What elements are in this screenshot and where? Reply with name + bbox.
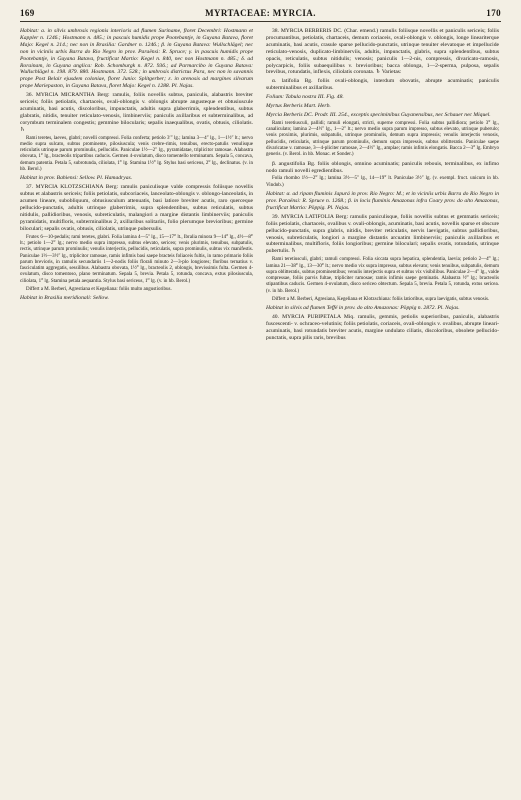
page-header xyxy=(20,8,501,22)
text-paragraph: Habitat in prov. Bahiensi: Sellow. Pl. Hamadryas. xyxy=(20,175,133,182)
text-paragraph: Myrtus Berberis Mart. Herb. xyxy=(266,103,331,110)
text-paragraph: 40. MYRCIA PUBIPETALA Miq. ramulis, gemmis, petiolis superioribus, paniculis, alabastris fuscescenti- v. ochraceo-velutinis; foliis petiolatis, coriaceis, ovali-oblongis v. ovalibus, abrupte lineari-acuminatis, basi rotundatis breviter acutis, margine undulato ciliatis, discoloribus, obsolete pellucido-punctatis, supra pilis raris, brevibus xyxy=(266,314,499,341)
right-page-number: 170 xyxy=(486,8,501,18)
text-paragraph: Differt a M. Berberi, Agrestiana et Kegeliana: foliis multo angustioribus. xyxy=(26,287,172,292)
text-paragraph: Rami teretes, laeves, glabri; novelli compressi. Folia conferta; petiolo 3′″ lg.; lamina 3—4″ lg., 1—1½″ lt.; nervo medio supra sulcato, subtus prominente, pilosiuscula; venis crebre-rimis, tenuibus, erecto-patulis venulisque reticulatis utrinque parum prominulis, pellucidis. Paniculae 1½—2″ lg., pyramidatae, triplicitor ramosae. Alabastra obovata, 1‴ lg., bracteolis tripartibus caducis. Germen 4-ovulatum, disco tomentello terminatum. Sepala 5, concava, demum patentia. Petala 5, subrotunda, ciliolata, 1‴ lg. Stamina 1½‴ lg. Stylus basi sericeus, 2‴ lg., declinatus. (v. in hb. Berol.) xyxy=(20,135,253,173)
text-paragraph: Habitat in silvis ad flumen Teffé in prov. do alto Amazonas: Pöppig n. 2872. Pl. Najas. xyxy=(266,305,460,312)
running-title: MYRTACEAE: MYRCIA. xyxy=(205,8,316,18)
text-paragraph: β. angustifolia Bg. foliis oblongis, omnino acuminatis; paniculis rebouis, terminalibus, ex infimo nodo ramuli novelli egredientibus. xyxy=(266,160,499,174)
text-paragraph: Folia rhombo 1½—2‴ lg.; lamina 3½—5″ lg., 14—19‴ lt. Paniculae 3½″ lg. (v. exempl. fruct. unicum in hb. Vindob.) xyxy=(266,176,499,188)
text-paragraph: 37. MYRCIA KLOTZSCHIANA Berg: ramulis paniculisque valde compressis foliisque novellis subtus et alabastris sericeis; foliis petiolatis, subcoriaceis, lanceolato-oblongis v. oblongo-lanceolatis, in acumen lineare, subobliquum, obtusiusculum attenuatis, basi latiore breviter acutis, raro querceque pellucido-punctatis, adultis utrinque glaberrimis, supra splendentibus, subtus reticulatis, subtus nitidulis, pallidioribus, venosis, subreticulatis, malangiori a margine distantis limbinerviis; paniculis pyramidatis, multifloris, subterminalibus 2, axillaribus solitariis, folio plerumque brevioribus; germine biloculari; sepalis ovatis, obtusis, ciliolatis, utrinque pubersulis. xyxy=(20,184,253,232)
text-paragraph: α. latifolia Bg. foliis ovali-oblongis, interdum obovatis, abrupte acuminatis; paniculis subterminalibus et axillaribus. xyxy=(266,78,499,92)
left-text-column xyxy=(20,28,253,792)
header-rule xyxy=(20,21,501,22)
right-text-column xyxy=(266,28,499,792)
left-page-number: 169 xyxy=(20,8,35,18)
text-paragraph: Habitat: a. in silvis umbrosis regionis interioris ad flumen Suriname, floret Decembri: Hostmann et Kappler n. 1246.; Hostmann n. 485.; in pascuis humidis prope Pootebantje, in Guyana Batava, floret Majo: Kegel n. 214.; nec non in Brasilia: Gardner n. 1246.; β. in Guyana Batava: Wullschlägel; nec non in viciniis urbis Barra do Rio Negro in prov. Paraënsi: R. Spruce; γ. in pascuis humidis prope Pootebantje, in Guyana Batava, fructificat Martio: Kegel n. 840, nec non Hostmann n. 485.; δ. ad Rorainam, in Guyana anglica: Rob. Schomburgk n. 872. 936.; ad Parmarcibo in Guyana Batava: Wullschlägel n. 198. 879. 880. Hostmann. 372. 528.; in umbrosis districtus Para, nec non in savannis prope Post Belair ejusdem coloniae, floret Junio: Splitgerber; ε. in arenosis ad margines silvarum prope Mariepaston, in Guyana Batava, floret Majo: Kegel n. 1288. Pl. Najas. xyxy=(20,28,253,90)
text-paragraph: Folium: Tabula nostra III. Fig. 48. xyxy=(266,94,344,101)
text-paragraph: Habitat: α. ad ripam fluminis Japurá in prov. Rio Negro: M.; et in viciniis urbis Barra do Rio Negro in prov. Paraënsi: R. Spruce n. 1268.; β. in locis fluminis Amazonas infra Coary prov. do alto Amazonas, fructificat Martio: Pöppig. Pl. Najas. xyxy=(266,191,499,211)
text-paragraph: Frutex 6—10-pedalis; rami teretes, glabri. Folia lamina 4—5″ lg., 15—17‴ lt., Ibralia minora 9—14‴ lg., 4½—8‴ lt.; petiolo 1—2‴ lg.; nervo medio supra impresso, subtus elevato, sericeo; venis plurimis, tenuibus, subpatulis, rectis, utrinque parum prominulis; venulis interjectis, pellucidis, reticulatis, supra prominulis, subtus vix manifestis. Paniculae 1½—3½″ lg., triplicitor ramosae, ramis infimis basi saepe bracteis foliaceis fultis, in ramo primario foliis parum brevioris, in ramulis secundariis 1—2-nodis foliis florali minuto 2—3-plo longiores; floribus ternatius v. fasciculatim aggregatis, sessilibus. Alabastra obovata, 1½‴ lg., bracteolis 2, oblongis, brevissimis fulta. Germen 4-ovulatum, disco tomentoso, plano terminatum. Sepala 5, brevia. Petala 5, rotunda, concava, extus pilosiuscula, ciliolata, 1‴ lg. Stamina petala aequantia. Stylus basi sericeus, 1‴ lg. (v. in hb. Berol.) xyxy=(20,234,253,284)
text-paragraph: Rami teretiusculi, glabri; ramuli compressi. Folia siccata supra hepatica, splendentia, laevia; petiolo 2—4‴ lg.; lamina 21—38‴ lg., 13—30‴ lt.; nervo medio vix supra impresso, subtus elevato; venis tenuibus, subpatulis, demum supra oblitteratis, subtus prominentibus; venulis interjectis supra et subtus vix visibilibus. Paniculae 2—4″ lg., valde compressae, foliis parvis fultae, tripliciter ramosae; ramis infimis saepe geminatis. Alabastra ½‴ lg.; bracteolis stipantibus caducis. Germen 4-ovulatum, disco sericeo obtectum. Sepala 5, brevia. Petala 5, rotunda, extus sericea. (v. in hb. Berol.) xyxy=(266,257,499,294)
text-paragraph: 38. MYRCIA BERBERIS DC. (Char. emend.) ramulis foliisque novellis et paniculis sericeis; foliis procumantibus, petiolatis, chartaceis, demum coriaceis, ovali-oblongis v. oblongis, longe lineariterque acuminatis, basi acutis, crasule sparse pellucido-punctatis, utrinque tenuiter elevatoque et impellucide reticulato-venosis, duplicato-limbinerviis, adultis, impunctatis, glabris, supra splendentibus, subtus opacis, reticulatis, subtus nitidulis; venosis; paniculis 1—2-nis, compressis, divaricato-ramosis, polycarpicis, foliis subaequilibus v. brevioribus; bacca oblonga, 1—2-sperma, pulposa, sepalis brevibus, rotundatis, inflexis, ciliolatis coronata. ♄ Varietas: xyxy=(266,28,499,76)
text-paragraph: Habitat in Brasilia meridionali: Sellow. xyxy=(20,295,109,302)
text-paragraph: Myrcia Berberis DC. Prodr. III. 254., exceptis speciminibus Guyanensibus, nec Schauer nec Miquel. xyxy=(266,111,491,118)
text-paragraph: 36. MYRCIA MICRANTHA Berg: ramulis, foliis novellis subtus, paniculis, alabastris breviter sericeis; foliis petiolatis, chartaceis, ovali-oblongis v. oblongis abrupte angusteque et obtusiuscule acuminatis, basi acutis, discoloribus, impunctatis, adultis supra glaberrimis, splendentibus, subtus glabratis, nitidis, tenuiter reticulato-venosis, limbinerviis; paniculis axillaribus et subterminalibus, ad corymbum terminalem congestis; gemmine bilocularis; sepalis inaequalibus, ovatis, obtusis, ciliolatis. ♄ xyxy=(20,92,253,133)
text-paragraph: 39. MYRCIA LATIFOLIA Berg: ramulis paniculisque, foliis novellis subtus et gemmatis sericeis; foliis petiolatis, chartaceis, ovalibus v. ovali-oblongis, acuminatis, basi acutis, novellis sparse et obscure pellucido-punctatis, supra glabris, nitidis, breviter reticulatis, nervis laevigatis, subtus pallidioribus, venosis, subreticulatis, longiori a margine distantis arcuatim limbinerviis; paniculis axillaribus et subterminalibus, multifloris, foliis longioribus; germine biloculari; sepalis ovatis, rotundatis, utrinque pubertulis. ♄ xyxy=(266,213,499,255)
text-paragraph: Rami teretiusculi, pallidi; ramuli elongati, stricti, superne compressi. Folia subtus pallidiora; petiolo 3‴ lg., canaliculato; lamina 2—4½″ lg., 1—2″ lt.; nervo medio supra parum impresso, subtus elevato, utrinque puberulo; venis proximis, plurimis, subpatulis, utrinque prominulis, demum supra impressis; venulis interjectis venosis, pellucidis, reticulatis, utrinque parum prominulis, demum supra impressis, subtus oblitteratis. Paniculae saepe divaricatae v. ramosae, 3—4-pliciter ramosae, 2—4½″ lg., amplae; ramis infimis elongatis. Bacca 2—3‴ lg. Embryo generis. (v. Berol. in hb. Monac. et Sonder.) xyxy=(266,120,499,158)
text-paragraph: Differt a M. Berberi, Agresiana, Kegeliana et Klotzschiana: foliis latioribus, supra laevigatis, subtus venosis. xyxy=(272,297,490,302)
